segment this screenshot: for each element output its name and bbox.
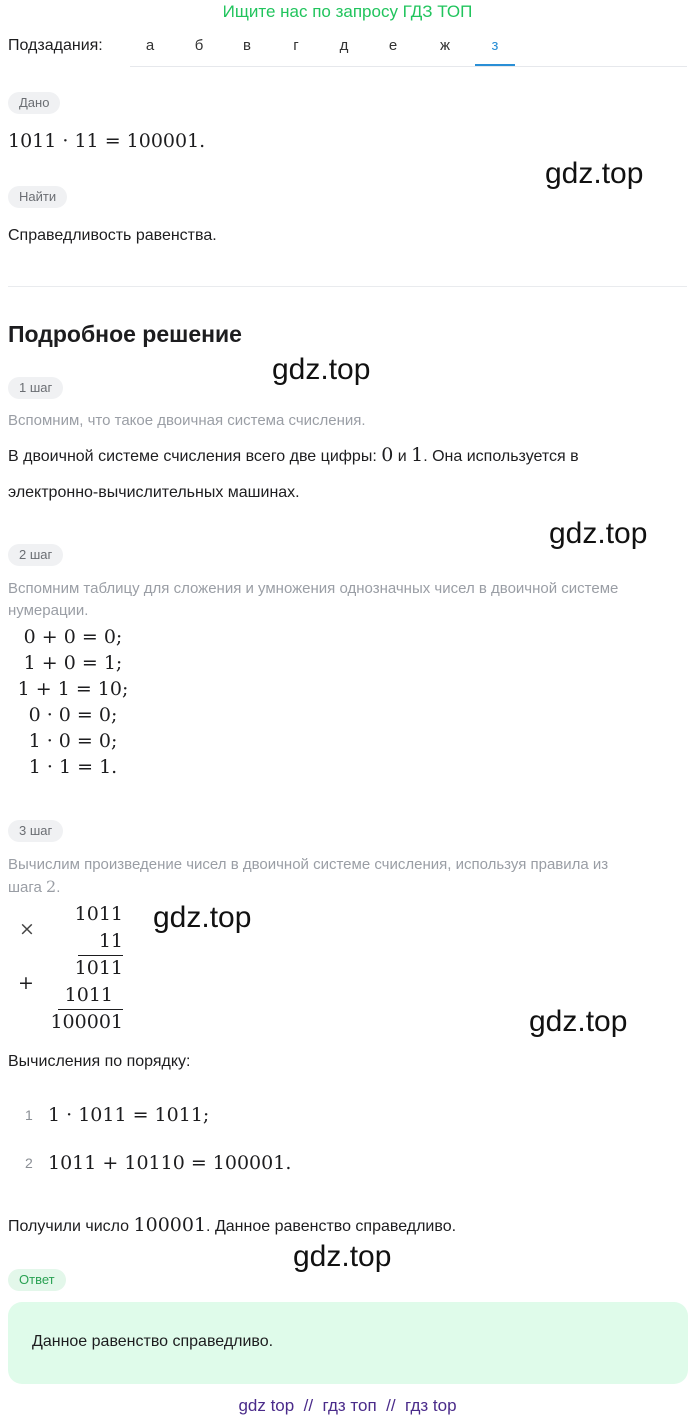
step1-pill: 1 шаг [8, 377, 63, 399]
find-text: Справедливость равенства. [8, 227, 217, 244]
step1-line1-text-a: В двоичной системе счисления всего две цифры: [8, 448, 382, 465]
conclusion [8, 1214, 456, 1236]
step3-pill: 3 шаг [8, 820, 63, 842]
given-expression: 1011 · 11 = 100001. [8, 130, 206, 152]
conclusion-text-a: Получили число [8, 1218, 134, 1235]
tab-b[interactable]: б [194, 37, 204, 54]
footer-links[interactable]: gdz top // гдз топ // гдз top [238, 1396, 457, 1415]
table-row: 1 + 0 = 1; [23, 652, 123, 674]
table-row: 1 + 1 = 10; [17, 678, 129, 700]
answer-text: Данное равенство справедливо. [32, 1333, 274, 1350]
table-row: 0 + 0 = 0; [23, 626, 123, 648]
column-multiplication [8, 900, 128, 1035]
watermark: gdz.top [549, 517, 648, 550]
plus-sign: + [18, 972, 34, 994]
list-expression: 1 · 1011 = 1011; [48, 1104, 210, 1126]
rule-line [58, 1009, 123, 1010]
step1-digit-1: 1 [411, 444, 424, 466]
step1-line2: электронно-вычислительных машинах. [8, 484, 300, 501]
list-expression: 1011 + 10110 = 100001. [48, 1152, 292, 1174]
table-row: 1 · 0 = 0; [28, 730, 118, 752]
step2-hint-line2: нумерации. [8, 602, 89, 619]
watermark: gdz.top [293, 1240, 392, 1273]
multiplier: 11 [98, 930, 123, 952]
step1-hint: Вспомним, что такое двоичная система счисления. [8, 412, 366, 429]
given-pill: Дано [8, 92, 60, 114]
watermark: gdz.top [529, 1005, 628, 1038]
tab-g[interactable]: г [293, 37, 299, 54]
list-number: 2 [25, 1155, 33, 1171]
partial-product-2: 1011 [64, 984, 113, 1006]
answer-pill: Ответ [8, 1269, 66, 1291]
tab-d[interactable]: д [339, 37, 349, 54]
watermark: gdz.top [153, 901, 252, 934]
step2-hint-line1: Вспомним таблицу для сложения и умножения однозначных чисел в двоичной системе [8, 580, 619, 597]
tab-z[interactable]: з [475, 28, 515, 66]
partial-product-1: 1011 [74, 957, 123, 979]
step1-line1 [8, 444, 579, 466]
step1-digit-0: 0 [381, 444, 394, 466]
step1-line1-text-b: и [393, 448, 412, 465]
find-pill: Найти [8, 186, 67, 208]
step3-hint-line2 [8, 875, 60, 899]
rule-line [78, 955, 123, 956]
step1-line1-text-c: . Она используется в [423, 448, 579, 465]
solution-title: Подробное решение [8, 321, 242, 347]
search-banner: Ищите нас по запросу ГДЗ ТОП [222, 2, 473, 21]
order-label: Вычисления по порядку: [8, 1053, 191, 1070]
times-sign: × [19, 918, 35, 940]
list-number: 1 [25, 1107, 33, 1123]
answer-box [8, 1302, 688, 1384]
multiplicand: 1011 [74, 903, 123, 925]
tab-a[interactable]: а [145, 37, 155, 54]
step3-hint-number: 2 [46, 877, 57, 896]
step3-hint-text-a: шага [8, 879, 47, 896]
calc-list [8, 1100, 408, 1196]
binary-table [8, 626, 138, 782]
tab-e[interactable]: е [388, 37, 398, 54]
tab-v[interactable]: в [243, 37, 251, 54]
list-item [8, 1100, 408, 1148]
tab-zh[interactable]: ж [439, 37, 451, 54]
list-item [8, 1148, 408, 1196]
step2-pill: 2 шаг [8, 544, 63, 566]
subtask-tabs [130, 28, 687, 67]
conclusion-number: 100001 [133, 1214, 207, 1236]
step3-hint-line1: Вычислим произведение чисел в двоичной системе счисления, используя правила из [8, 856, 609, 873]
step3-hint-text-b: . [56, 879, 61, 896]
conclusion-text-b: . Данное равенство справедливо. [206, 1218, 457, 1235]
watermark: gdz.top [545, 157, 644, 190]
table-row: 0 · 0 = 0; [28, 704, 118, 726]
divider [8, 286, 687, 287]
table-row: 1 · 1 = 1. [28, 756, 118, 778]
watermark: gdz.top [272, 353, 371, 386]
subtasks-label: Подзадания: [8, 37, 103, 54]
product-result: 100001 [50, 1011, 123, 1033]
